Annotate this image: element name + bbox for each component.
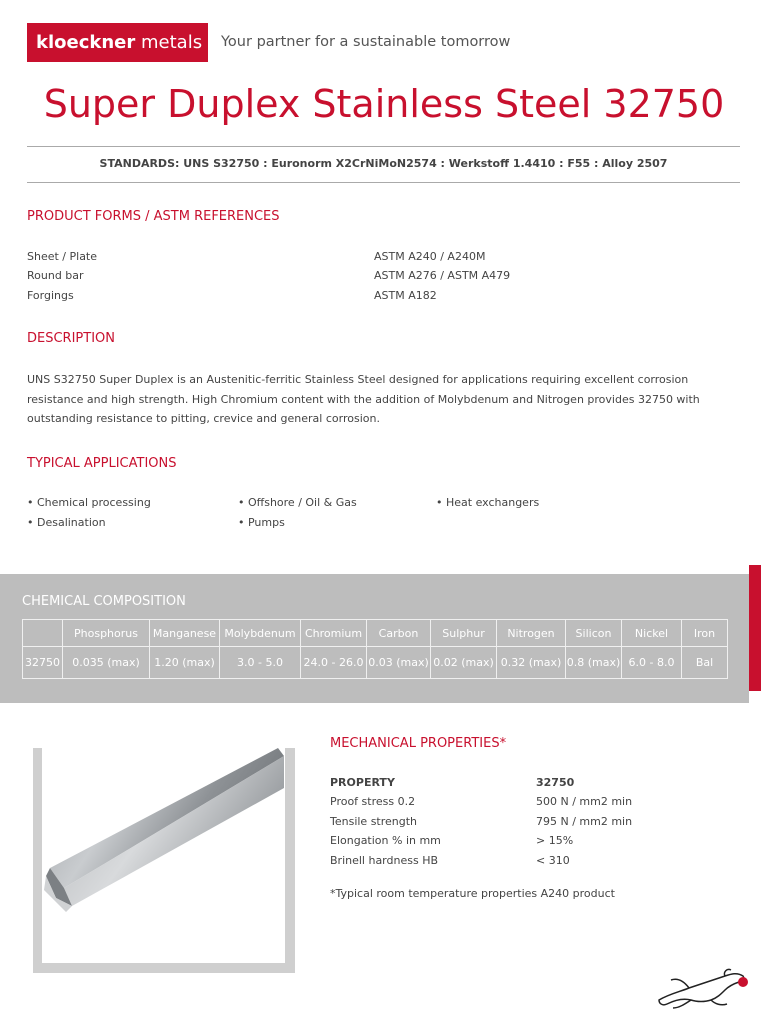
application-item: • Offshore / Oil & Gas <box>238 496 357 509</box>
mech-property: Proof stress 0.2 <box>330 795 416 808</box>
logo-light-text: metals <box>141 32 203 53</box>
description-text: UNS S32750 Super Duplex is an Austenitic-ferritic Stainless Steel designed for applications requiring excellent corrosion resistance and high strength. High Chromium content with the addition of Molybdenum and Nitrogen provides 32750 with outstanding resistance to pitting, crevice and general corrosion. <box>27 373 700 425</box>
divider-bottom <box>27 182 740 183</box>
chem-header <box>23 620 63 647</box>
chem-header: Phosphorus <box>63 620 150 647</box>
chem-value: 0.03 (max) <box>367 647 431 679</box>
mech-property: Brinell hardness HB <box>330 854 439 867</box>
mech-value: 795 N / mm2 min <box>536 815 633 828</box>
applications-heading: TYPICAL APPLICATIONS <box>27 456 177 471</box>
chem-value: 0.035 (max) <box>63 647 150 679</box>
chem-value: 6.0 - 8.0 <box>622 647 682 679</box>
chemical-heading: CHEMICAL COMPOSITION <box>22 594 186 609</box>
mech-value: > 15% <box>536 834 574 847</box>
chem-value: 32750 <box>23 647 63 679</box>
mech-col-property: PROPERTY <box>330 776 395 789</box>
product-form: Forgings <box>27 289 74 302</box>
greyhound-logo-icon <box>655 966 755 1010</box>
chem-header: Iron <box>682 620 728 647</box>
chem-header: Chromium <box>301 620 367 647</box>
chem-header: Molybdenum <box>220 620 301 647</box>
mech-footnote: *Typical room temperature properties A240 product <box>330 887 615 900</box>
mech-property: Elongation % in mm <box>330 834 441 847</box>
product-form: Sheet / Plate <box>27 250 98 263</box>
description-heading: DESCRIPTION <box>27 331 115 346</box>
tagline: Your partner for a sustainable tomorrow <box>221 34 511 50</box>
divider-top <box>27 146 740 147</box>
chem-header: Carbon <box>367 620 431 647</box>
application-item: • Desalination <box>27 516 106 529</box>
chem-header: Sulphur <box>431 620 497 647</box>
chemical-accent-bar <box>749 565 761 691</box>
chem-header: Nitrogen <box>497 620 566 647</box>
logo-bold-text: kloeckner <box>36 32 136 53</box>
mechanical-heading: MECHANICAL PROPERTIES* <box>330 736 507 751</box>
mech-value: 500 N / mm2 min <box>536 795 633 808</box>
application-item: • Pumps <box>238 516 285 529</box>
chem-value: 0.02 (max) <box>431 647 497 679</box>
product-form: Round bar <box>27 269 84 282</box>
astm-reference: ASTM A240 / A240M <box>374 250 486 263</box>
chemical-table <box>22 619 728 679</box>
application-item: • Heat exchangers <box>436 496 540 509</box>
chem-header: Silicon <box>566 620 622 647</box>
mech-col-grade: 32750 <box>536 776 575 789</box>
angle-steel-image <box>42 748 285 963</box>
chem-value: Bal <box>682 647 728 679</box>
chem-value: 24.0 - 26.0 <box>301 647 367 679</box>
astm-reference: ASTM A182 <box>374 289 437 302</box>
chem-value: 1.20 (max) <box>150 647 220 679</box>
chem-header: Manganese <box>150 620 220 647</box>
chem-value: 3.0 - 5.0 <box>220 647 301 679</box>
kloeckner-logo[interactable] <box>27 23 208 62</box>
chem-value: 0.8 (max) <box>566 647 622 679</box>
application-item: • Chemical processing <box>27 496 151 509</box>
product-forms-heading: PRODUCT FORMS / ASTM REFERENCES <box>27 209 280 224</box>
mech-property: Tensile strength <box>330 815 418 828</box>
standards-line: STANDARDS: UNS S32750 : Euronorm X2CrNiMoN2574 : Werkstoff 1.4410 : F55 : Alloy 2507 <box>99 157 668 170</box>
chem-header: Nickel <box>622 620 682 647</box>
astm-reference: ASTM A276 / ASTM A479 <box>374 269 511 282</box>
mech-value: < 310 <box>536 854 570 867</box>
page-title: Super Duplex Stainless Steel 32750 <box>43 82 725 126</box>
chem-value: 0.32 (max) <box>497 647 566 679</box>
